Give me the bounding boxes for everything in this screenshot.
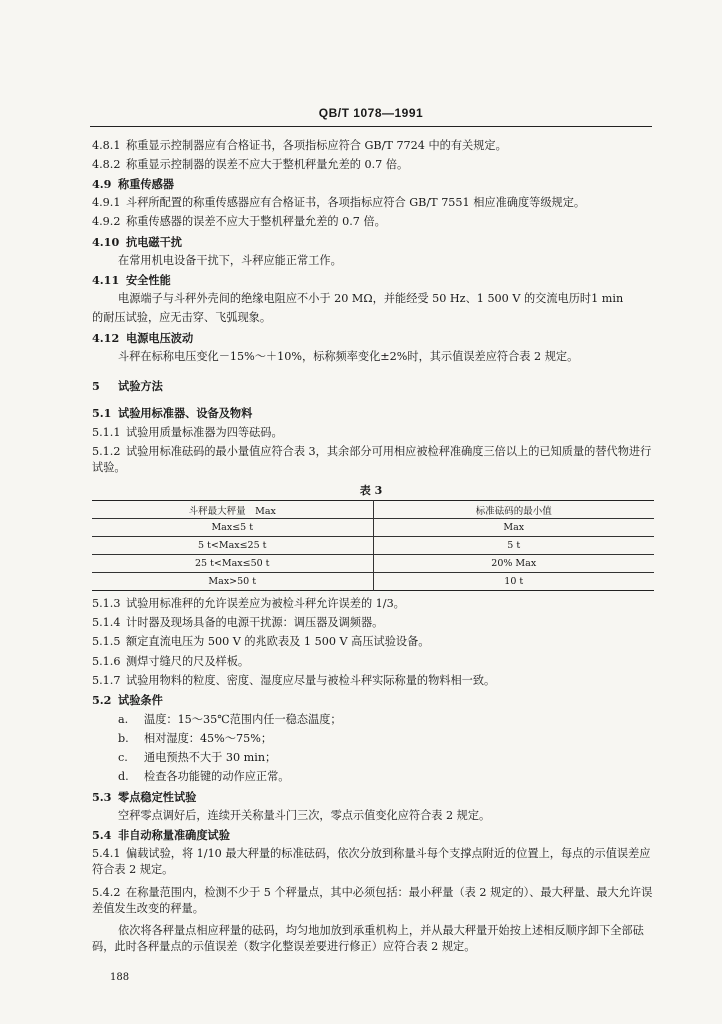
table-row [92,555,654,573]
section-4-11-heading: 4.11 安全性能 [92,273,171,287]
clause-5-1-5: 5.1.5 额定直流电压为 500 V 的兆欧表及 1 500 V 高压试验设备。 [92,635,430,648]
clause-4-8-1: 4.8.1 称重显示控制器应有合格证书，各项指标应符合 GB/T 7724 中的有关规定。 [92,139,507,152]
clause-4-9-2: 4.9.2 称重传感器的误差不应大于整机秤量允差的 0.7 倍。 [92,215,386,228]
page-header: QB/T 1078—1991 [318,106,424,120]
table-cell: Max [373,519,654,537]
section-5-4-heading: 5.4 非自动称量准确度试验 [92,828,230,842]
clause-4-11-text-2: 的耐压试验，应无击穿、飞弧现象。 [92,311,272,324]
clause-5-1-7: 5.1.7 试验用物料的粒度、密度、湿度应尽量与被检斗秤实际称量的物料相一致。 [92,674,496,687]
section-5-1-heading: 5.1 试验用标准器、设备及物料 [92,406,253,420]
table-3 [92,500,654,591]
clause-4-12-text: 斗秤在标称电压变化－15%～＋10%，标称频率变化±2%时，其示值误差应符合表 2 规定。 [118,350,579,363]
table-header-cell: 标准砝码的最小值 [373,501,654,519]
section-4-9-heading: 4.9 称重传感器 [92,177,174,191]
condition-d: d. 检查各功能键的动作应正常。 [118,770,290,783]
table-row [92,537,654,555]
clause-5-4-1: 5.4.1 偏载试验，将 1/10 最大秤量的标准砝码，依次分放到称量斗每个支撑点附近的位置上，每点的示值误差应符合表 2 规定。 [92,847,651,876]
table-3-caption: 表 3 [359,484,383,497]
page-number: 188 [110,972,130,983]
clause-4-8-2: 4.8.2 称重显示控制器的误差不应大于整机秤量允差的 0.7 倍。 [92,158,409,171]
clause-4-10-text: 在常用机电设备干扰下，斗秤应能正常工作。 [118,254,342,267]
table-cell: 10 t [504,576,524,587]
table-header-row [92,501,654,519]
clause-5-1-3: 5.1.3 试验用标准秤的允许误差应为被检斗秤允许误差的 1/3。 [92,597,405,610]
clause-4-9-1: 4.9.1 斗秤所配置的称重传感器应有合格证书，各项指标应符合 GB/T 7551 相应准确度等级规定。 [92,196,586,209]
table-row [92,573,654,591]
table-cell: Max≤5 t [92,519,373,537]
table-cell: Max>50 t [92,573,373,591]
table-cell: 20% Max [373,555,654,573]
section-4-12-heading: 4.12 电源电压波动 [92,331,194,345]
clause-5-3-text: 空秤零点调好后，连续开关称量斗门三次，零点示值变化应符合表 2 规定。 [118,809,491,822]
clause-4-11-text-1: 电源端子与斗秤外壳间的绝缘电阻应不小于 20 MΩ，并能经受 50 Hz、1 500 V 的交流电历时1 min [118,292,624,305]
table-header-cell: 斗秤最大秤量 Max [92,501,373,519]
condition-b: b. 相对湿度：45%～75%； [118,732,273,745]
header-rule [90,126,652,127]
clause-5-4-2-cont: 依次将各秤量点相应秤量的砝码，均匀地加放到承重机构上，并从最大秤量开始按上述相反顺序卸下全部砝码，此时各秤量点的示值误差（数字化整误差要进行修正）应符合表 2 规定。 [92,924,644,953]
table-row [92,519,654,537]
clause-5-1-1: 5.1.1 试验用质量标准器为四等砝码。 [92,426,283,439]
section-4-10-heading: 4.10 抗电磁干扰 [92,235,182,249]
section-5-3-heading: 5.3 零点稳定性试验 [92,790,197,804]
table-cell: 5 t<Max≤25 t [92,537,373,555]
clause-5-1-2: 5.1.2 试验用标准砝码的最小量值应符合表 3，其余部分可用相应被检秤准确度三倍以上的已知质量的替代物进行试验。 [92,445,652,474]
clause-5-1-4: 5.1.4 计时器及现场具备的电源干扰源：调压器及调频器。 [92,616,384,629]
table-cell: 5 t [373,537,654,555]
table-cell: 25 t<Max≤50 t [92,555,373,573]
clause-5-4-2: 5.4.2 在称量范围内，检测不少于 5 个秤量点，其中必须包括：最小秤量（表 2 规定的）、最大秤量、最大允许误差值发生改变的秤量。 [92,886,653,915]
section-5-2-heading: 5.2 试验条件 [92,693,163,707]
condition-c: c. 通电预热不大于 30 min； [118,751,277,764]
condition-a: a. 温度：15～35℃范围内任一稳态温度； [118,713,342,726]
section-5-heading: 5 试验方法 [92,379,163,393]
clause-5-1-6: 5.1.6 测焊寸缝尺的尺及样板。 [92,655,250,668]
